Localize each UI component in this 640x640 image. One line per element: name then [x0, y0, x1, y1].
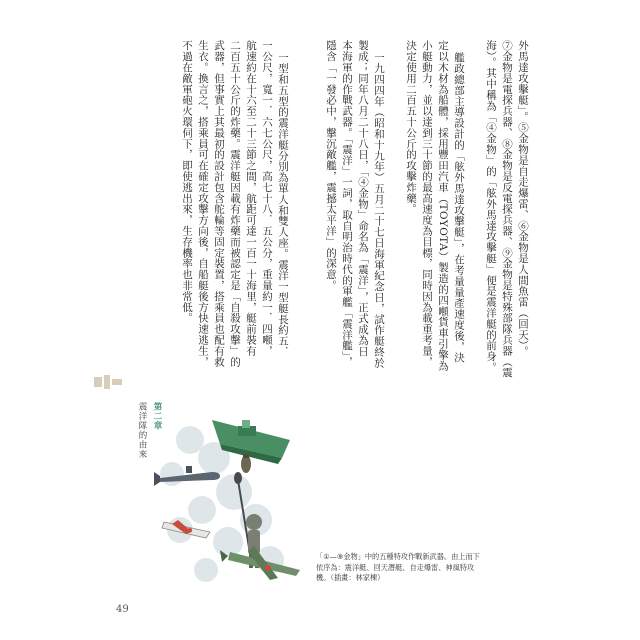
- body-column-3: 海）。其中稱為「④金物」的「舷外馬達攻擊艇」便是震洋艇的前身。: [485, 40, 497, 373]
- body-column-10: 一九四四年（昭和十九年）五月二十七日海軍紀念日，試作艇終於: [373, 52, 385, 369]
- body-column-5: 艦政總部主導設計的「舷外馬達攻擊艇」，在考量量產速度後，決: [453, 52, 465, 363]
- body-column-11: 製成；同年八月二十八日，「④金物」命名為「震洋」，正式成為日: [357, 40, 369, 357]
- figure-caption: 「①—⑨金物」中的五種特攻作戰新武器。由上而下依序為：震洋艇、回天潛艇、自走爆雷、神風特攻機。（插畫：林家棟）: [316, 552, 480, 582]
- chapter-title: 震洋隊的由來: [137, 402, 147, 459]
- body-column-18: 二百五十公斤的炸藥。震洋艇因載有炸藥而被認定是「自殺攻擊」的: [229, 40, 241, 367]
- body-column-19: 武器，但事實上其最初的設計包含舵輪等固定裝置，搭乘員也配有救: [213, 40, 225, 367]
- body-column-6: 定以木材為船體，採用豐田汽車（TOYOTA）製造的四噸貨車引擎為: [437, 40, 449, 371]
- body-column-1: 外馬達攻擊艇」。⑤金物是自走爆雷、⑥金物是人間魚雷（回天）。: [517, 40, 529, 357]
- body-column-7: 小艇動力，並以達到三十節的最高速度為目標，同時因為載重考量，: [421, 40, 433, 367]
- body-column-2: ⑦金物是電探兵器、⑧金物是反電探兵器、⑨金物是特殊部隊兵器（震: [501, 40, 513, 378]
- body-column-21: 不過在敵軍砲火環伺下，即使逃出來，生存機率也非常低。: [181, 40, 193, 324]
- chapter-ornament-icon: [94, 375, 124, 389]
- body-column-16: 一公尺，寬一．六七公尺，高七十八．五公分，重量約一．四噸，: [261, 40, 273, 357]
- weapons-illustration: [150, 400, 310, 600]
- body-column-17: 航速約在十六至二十三節之間，航距可達一百一十海里，艇前裝有: [245, 40, 257, 357]
- body-column-12: 本海軍的作戰武器。「震洋」一詞，取自明治時代的軍艦「震洋艦」，: [341, 40, 353, 368]
- body-column-20: 生衣。換言之，搭乘員可在確定攻擊方向後，自船艇後方快速逃生，: [197, 40, 209, 367]
- chapter-number: 第二章: [152, 402, 162, 431]
- body-column-13: 隱含「一發必中，擊沉敵艦，震撼太平洋」的深意。: [325, 40, 337, 291]
- body-column-15: 一型和五型的震洋艇分別為單人和雙人座。震洋一型艇長約五．: [277, 52, 289, 358]
- page-number: 49: [116, 604, 129, 615]
- body-column-8: 決定使用二百五十公斤的攻擊炸藥。: [405, 40, 417, 215]
